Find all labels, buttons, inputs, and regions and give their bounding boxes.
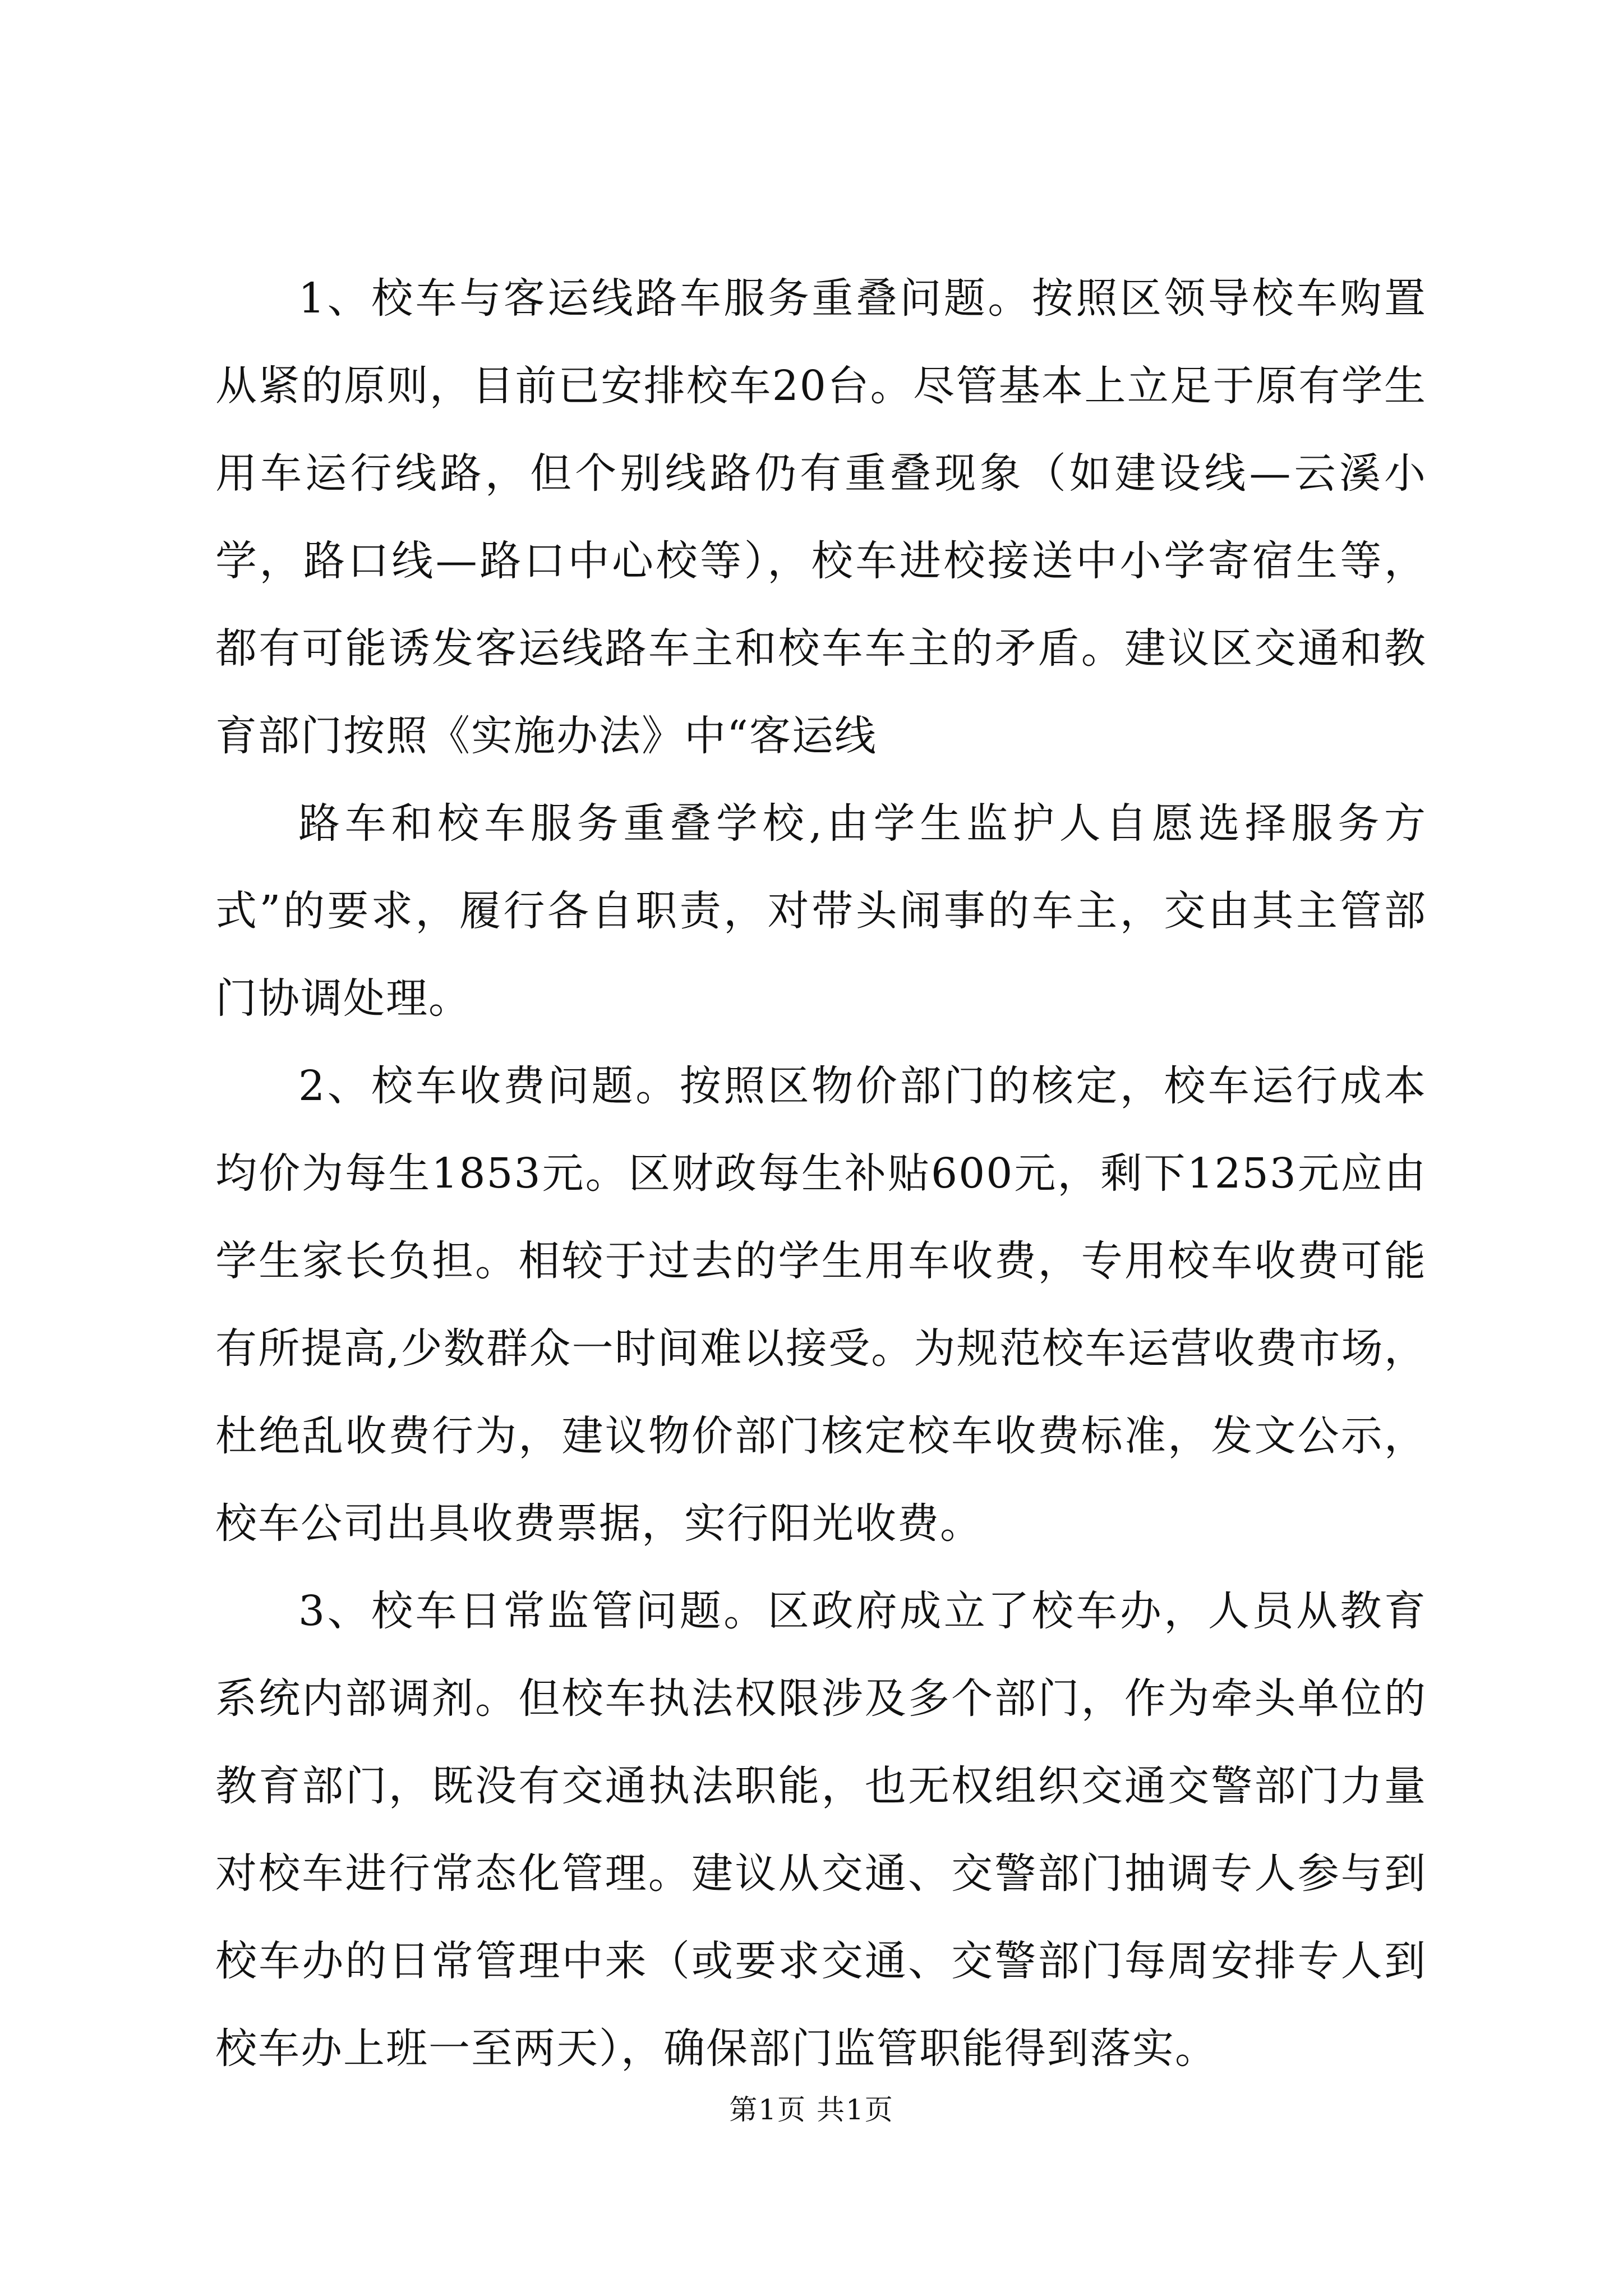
paragraph-school-bus-overlap: 1、校车与客运线路车服务重叠问题。按照区领导校车购置从紧的原则，目前已安排校车20台。尽管基本上立足于原有学生用车运行线路，但个别线路仍有重叠现象（如建设线—云溪小学，路口线—路口中心校等），校车进校接送中小学寄宿生等，都有可能诱发客运线路车主和校车车主的矛盾。建议区交通和教育部门按照《实施办法》中“客运线 bbox=[215, 274, 1427, 760]
paragraph-overlap-continued: 路车和校车服务重叠学校,由学生监护人自愿选择服务方式”的要求，履行各自职责，对带头闹事的车主，交由其主管部门协调处理。 bbox=[215, 799, 1427, 1023]
document-body bbox=[215, 255, 1427, 2092]
paragraph-school-bus-supervision: 3、校车日常监管问题。区政府成立了校车办，人员从教育系统内部调剂。但校车执法权限涉及多个部门，作为牵头单位的教育部门，既没有交通执法职能，也无权组织交通交警部门力量对校车进行常态化管理。建议从交通、交警部门抽调专人参与到校车办的日常管理中来（或要求交通、交警部门每周安排专人到校车办上班一至两天），确保部门监管职能得到落实。 bbox=[215, 1587, 1427, 2073]
paragraph-school-bus-fees: 2、校车收费问题。按照区物价部门的核定，校车运行成本均价为每生1853元。区财政每生补贴600元，剩下1253元应由学生家长负担。相较于过去的学生用车收费，专用校车收费可能有所提高,少数群众一时间难以接受。为规范校车运营收费市场，杜绝乱收费行为，建议物价部门核定校车收费标准，发文公示，校车公司出具收费票据，实行阳光收费。 bbox=[215, 1062, 1427, 1548]
page-footer: 第1页 共1页 bbox=[729, 2093, 894, 2126]
